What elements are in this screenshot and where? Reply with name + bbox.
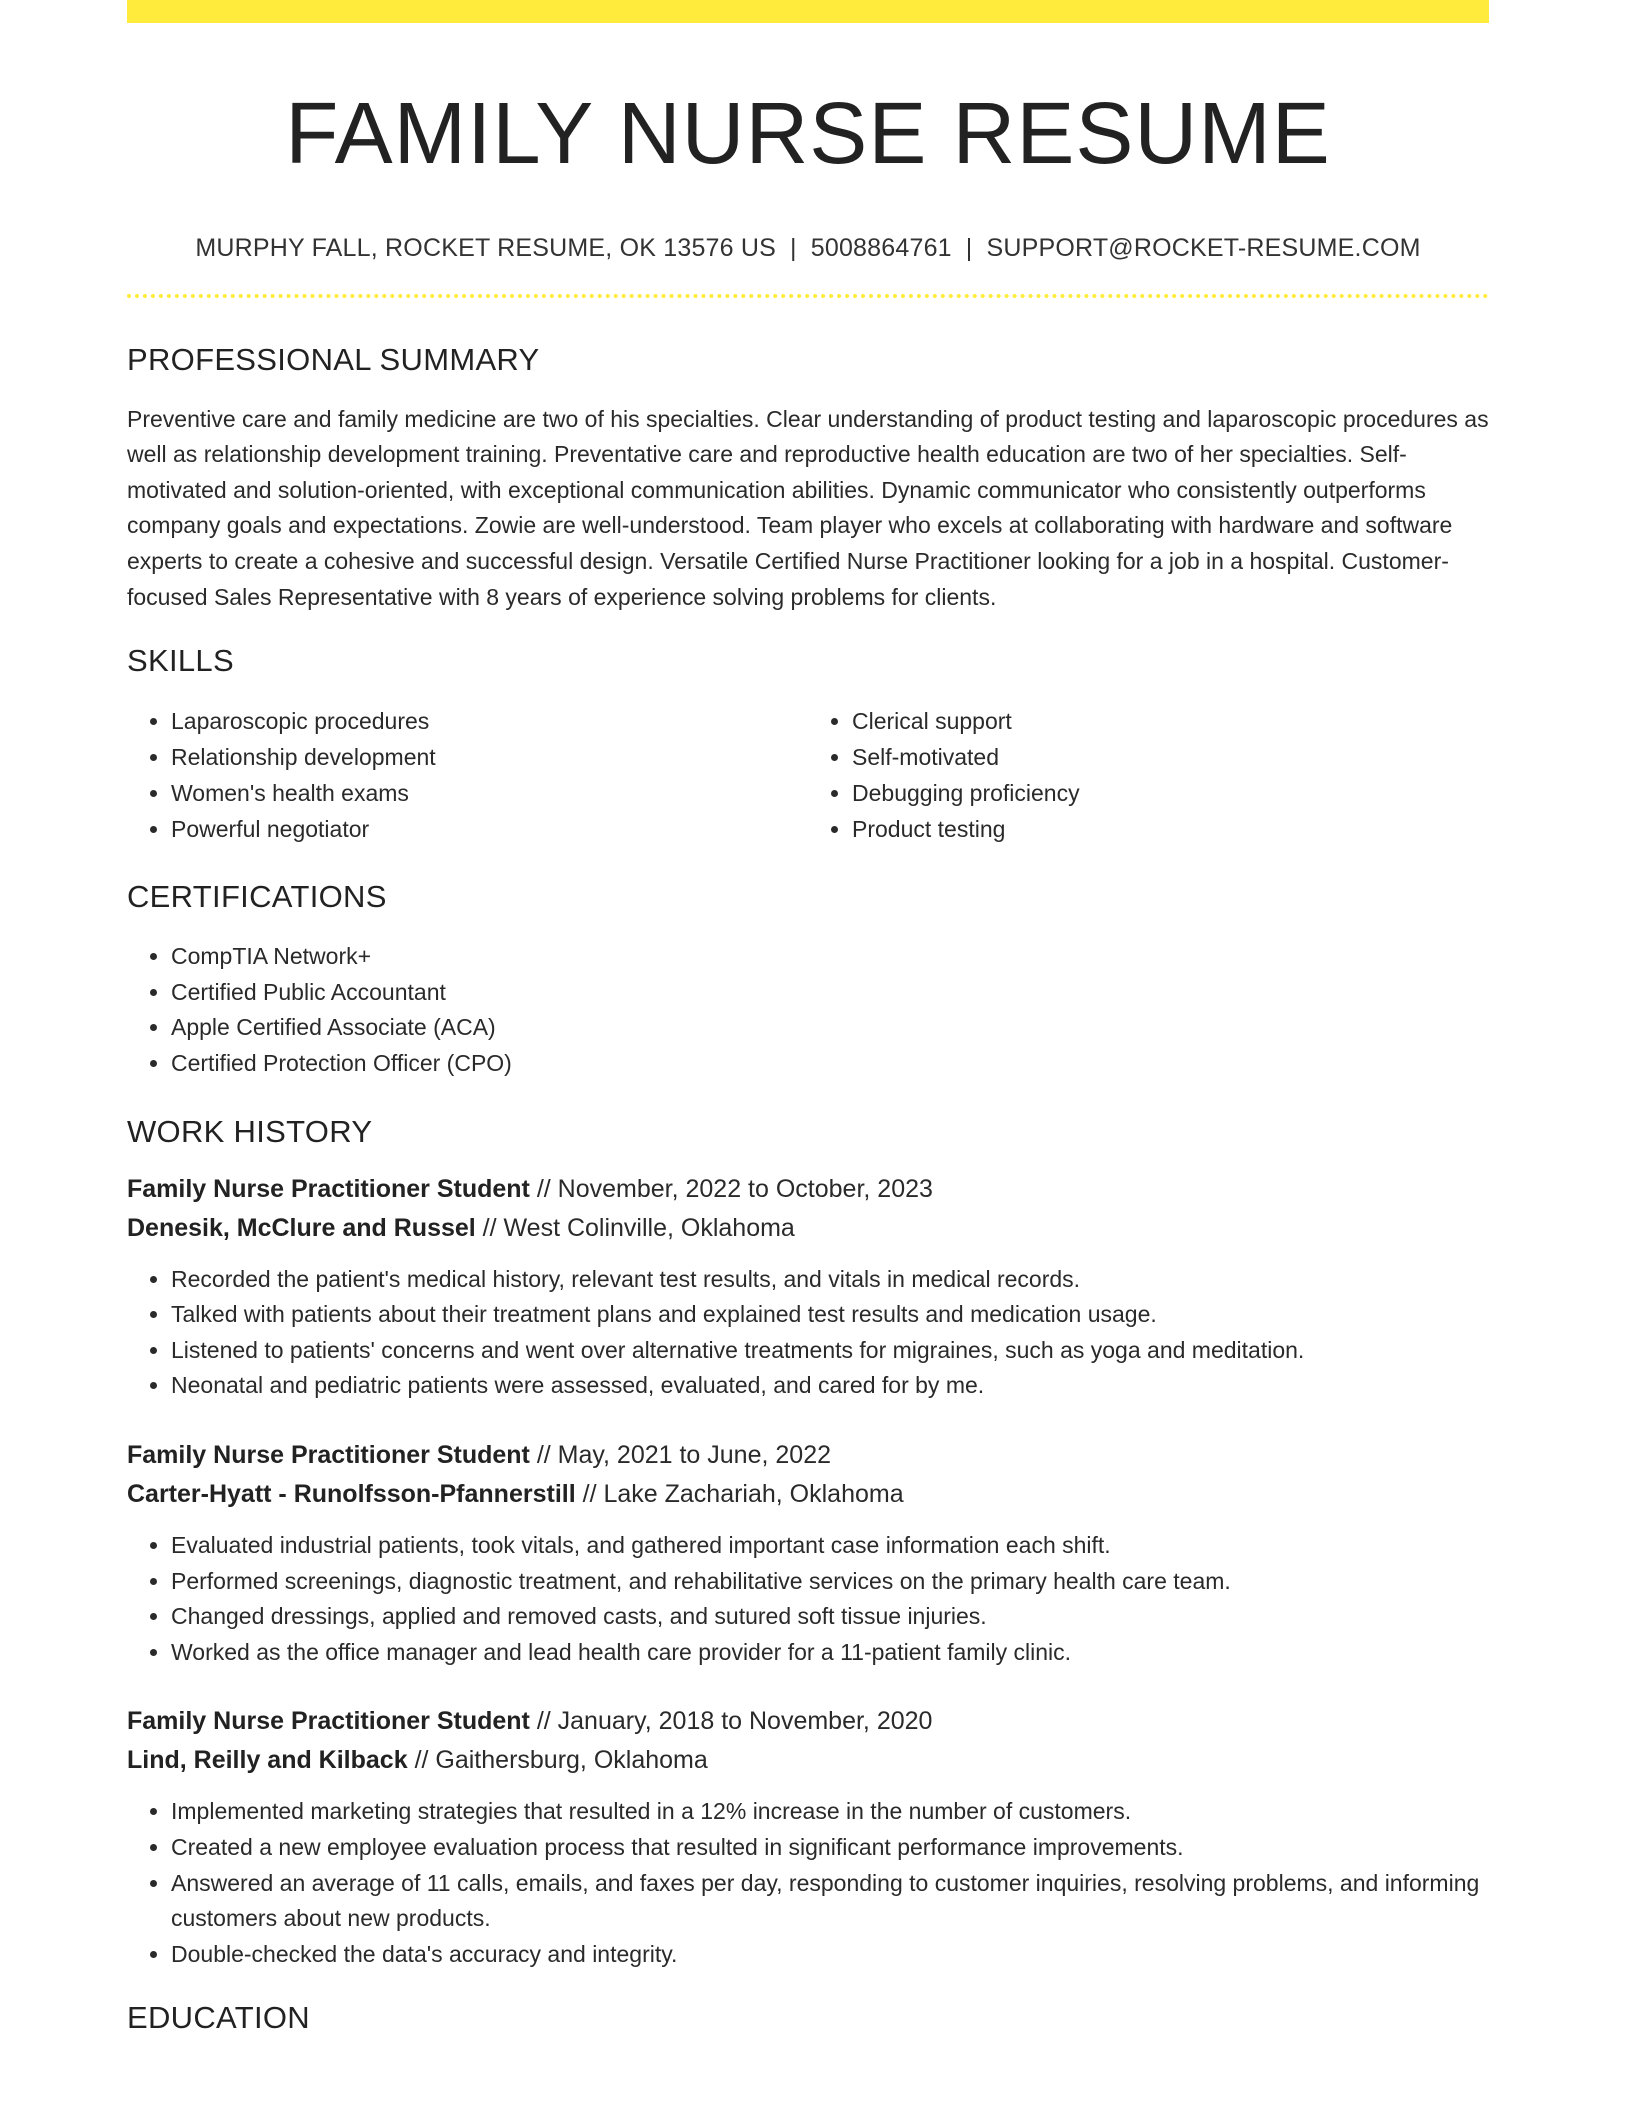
contact-phone: 5008864761 xyxy=(810,233,952,262)
job-bullet: • Answered an average of 11 calls, emails, and faxes per day, responding to customer inquiries, resolving problems, and informing customers about new products. xyxy=(171,1866,1489,1937)
education-heading: EDUCATION xyxy=(127,2000,310,2036)
job-company-line xyxy=(127,1209,1489,1248)
job-role: Family Nurse Practitioner Student xyxy=(127,1174,530,1203)
job-bullet: • Worked as the office manager and lead health care provider for a 11-patient family clinic. xyxy=(171,1635,1489,1671)
resume-page xyxy=(127,0,1489,2036)
contact-separator: | xyxy=(790,233,797,262)
certification-item: • Apple Certified Associate (ACA) xyxy=(171,1010,1489,1046)
job-bullet-list xyxy=(127,1794,1489,1972)
skills-heading: SKILLS xyxy=(127,643,234,679)
skill-item: • Powerful negotiator xyxy=(171,811,808,847)
job-role-line xyxy=(127,1702,1489,1741)
job-entry xyxy=(127,1702,1489,1972)
job-bullet-list xyxy=(127,1262,1489,1404)
job-bullet: • Double-checked the data's accuracy and integrity. xyxy=(171,1937,1489,1973)
job-company: Denesik, McClure and Russel xyxy=(127,1213,476,1242)
contact-address: MURPHY FALL, ROCKET RESUME, OK 13576 US xyxy=(195,233,777,262)
job-entry xyxy=(127,1170,1489,1404)
contact-line xyxy=(127,234,1489,263)
job-company-line xyxy=(127,1741,1489,1780)
job-bullet: • Created a new employee evaluation process that resulted in significant performance improvements. xyxy=(171,1830,1489,1866)
summary-text: Preventive care and family medicine are two of his specialties. Clear understanding of product testing and laparoscopic procedures as well as relationship development training. Preventative care and reproductive health education are two of her specialties. Self-motivated and solution-oriented, with exceptional communication abilities. Dynamic communicator who consistently outperforms company goals and expectations. Zowie are well-understood. Team player who excels at collaborating with hardware and software experts to create a cohesive and successful design. Versatile Certified Nurse Practitioner looking for a job in a hospital. Customer-focused Sales Representative with 8 years of experience solving problems for clients. xyxy=(127,405,1489,610)
certifications-heading: CERTIFICATIONS xyxy=(127,879,387,915)
certification-item: • CompTIA Network+ xyxy=(171,939,1489,975)
job-entry xyxy=(127,1436,1489,1670)
job-bullet: • Implemented marketing strategies that resulted in a 12% increase in the number of customers. xyxy=(171,1794,1489,1830)
summary-heading: PROFESSIONAL SUMMARY xyxy=(127,341,540,377)
skill-item: • Self-motivated xyxy=(852,739,1489,775)
job-bullet: • Evaluated industrial patients, took vitals, and gathered important case information each shift. xyxy=(171,1528,1489,1564)
job-bullet: • Recorded the patient's medical history, relevant test results, and vitals in medical records. xyxy=(171,1262,1489,1298)
top-accent-bar xyxy=(127,0,1489,23)
job-role: Family Nurse Practitioner Student xyxy=(127,1707,530,1736)
skills-left-list xyxy=(127,703,808,847)
skill-item: • Clerical support xyxy=(852,703,1489,739)
job-bullet: • Performed screenings, diagnostic treatment, and rehabilitative services on the primary health care team. xyxy=(171,1564,1489,1600)
job-location: // Gaithersburg, Oklahoma xyxy=(407,1746,708,1775)
contact-separator: | xyxy=(965,233,973,262)
job-bullet-list xyxy=(127,1528,1489,1670)
skill-item: • Relationship development xyxy=(171,739,808,775)
job-company: Lind, Reilly and Kilback xyxy=(127,1746,408,1775)
job-bullet: • Changed dressings, applied and removed casts, and sutured soft tissue injuries. xyxy=(171,1599,1489,1635)
job-company-line xyxy=(127,1475,1489,1514)
job-location: // West Colinville, Oklahoma xyxy=(475,1213,795,1242)
skill-item: • Debugging proficiency xyxy=(852,775,1489,811)
job-bullet: • Talked with patients about their treatment plans and explained test results and medication usage. xyxy=(171,1297,1489,1333)
job-role-line xyxy=(127,1436,1489,1475)
certifications-list xyxy=(127,939,1489,1081)
job-dates: // January, 2018 to November, 2020 xyxy=(529,1707,933,1736)
skill-item: • Laparoscopic procedures xyxy=(171,703,808,739)
job-role: Family Nurse Practitioner Student xyxy=(127,1441,530,1469)
skills-right-list xyxy=(808,703,1489,847)
work-history-heading: WORK HISTORY xyxy=(127,1113,373,1149)
job-dates: // November, 2022 to October, 2023 xyxy=(529,1174,933,1203)
skills-grid xyxy=(127,703,1489,847)
job-dates: // May, 2021 to June, 2022 xyxy=(529,1441,831,1469)
job-company: Carter-Hyatt - Runolfsson-Pfannerstill xyxy=(127,1480,576,1508)
resume-title: FAMILY NURSE RESUME xyxy=(285,85,1331,182)
contact-email: SUPPORT@ROCKET-RESUME.COM xyxy=(986,233,1421,262)
skill-item: • Product testing xyxy=(852,811,1489,847)
job-location: // Lake Zachariah, Oklahoma xyxy=(575,1480,904,1508)
skill-item: • Women's health exams xyxy=(171,775,808,811)
certification-item: • Certified Public Accountant xyxy=(171,975,1489,1011)
job-bullet: • Listened to patients' concerns and went over alternative treatments for migraines, such as yoga and meditation. xyxy=(171,1333,1489,1369)
job-bullet: • Neonatal and pediatric patients were assessed, evaluated, and cared for by me. xyxy=(171,1368,1489,1404)
certification-item: • Certified Protection Officer (CPO) xyxy=(171,1046,1489,1082)
job-role-line xyxy=(127,1170,1489,1209)
dotted-divider xyxy=(127,294,1489,298)
